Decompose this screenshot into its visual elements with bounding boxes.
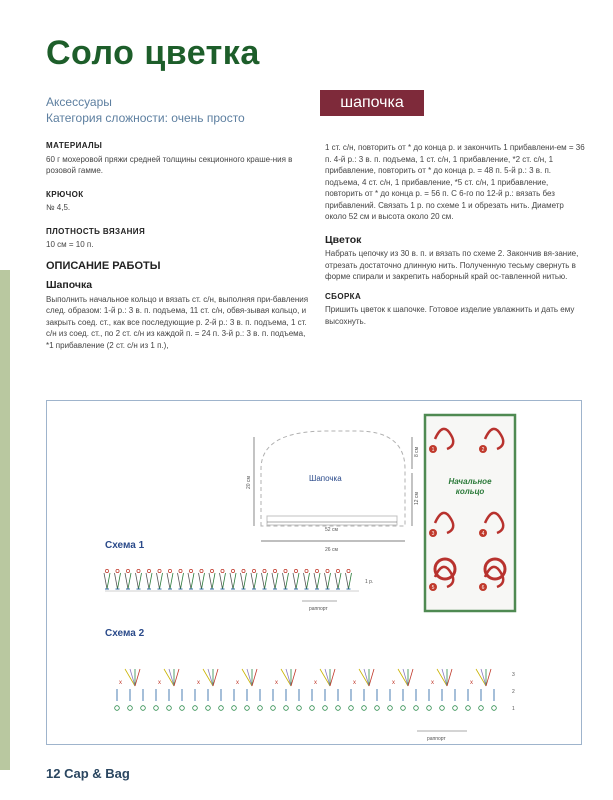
chain-circle	[180, 706, 185, 711]
rapport-label-1: раппорт	[309, 606, 328, 612]
stitch-symbol	[115, 573, 118, 589]
chain-symbol	[263, 569, 266, 572]
fan-stitch	[476, 669, 486, 686]
materials-heading: МАТЕРИАЛЫ	[46, 141, 103, 150]
stitch-symbol	[296, 573, 299, 589]
chain-symbol	[105, 569, 108, 572]
fan-stitch	[281, 669, 291, 686]
stitch-symbol	[149, 573, 152, 589]
stitch-symbol	[178, 573, 181, 589]
row2-label: 2	[512, 689, 515, 695]
chain-circle	[245, 706, 250, 711]
chain-circle	[414, 706, 419, 711]
stitch-symbol	[304, 573, 307, 589]
chain-symbol	[242, 569, 245, 572]
chain-circle	[232, 706, 237, 711]
slip-mark: x	[197, 680, 200, 686]
stitch-symbol	[128, 573, 131, 589]
fan-stitch	[442, 669, 447, 686]
page-number: 12	[46, 766, 61, 781]
stitch-symbol	[139, 573, 142, 589]
fan-stitch	[359, 669, 369, 686]
chain-circle	[310, 706, 315, 711]
dim-width-bottom: 26 см	[325, 547, 338, 553]
fan-stitch	[398, 669, 408, 686]
stitch-symbol	[160, 573, 163, 589]
assembly-text: Пришить цветок к шапочке. Готовое изделие увлажнить и дать ему высохнуть.	[325, 305, 575, 326]
chain-circle	[258, 706, 263, 711]
stitch-symbol	[199, 573, 202, 589]
chain-circle	[193, 706, 198, 711]
hat-text-continued: 1 ст. с/н, повторить от * до конца р. и закончить 1 прибавлени-ем = 36 п. 4-й р.: 3 в. п. подъема, 1 ст. с/н, 1 прибавление, *2 ст. с/н, 1 прибавление, повторить от * до конца р. = 48 п. 5-й р.: 3 в. п. подъема, 4 ст. с/н, 1 прибавление, *5 ст. с/н, 1 прибавление, повторить от * до конца р. = 56 п. С 6-го по 12-й р.: вязать без прибавлений. Связать 1 р. по схеме 1 и обрезать нить. Диаметр около 52 см и высота около 20 см.	[325, 143, 585, 221]
fan-stitch	[291, 669, 296, 686]
scheme2-label: Схема 2	[105, 628, 145, 639]
stitch-symbol	[104, 573, 107, 589]
dim-width-top: 52 см	[325, 527, 338, 533]
chain-symbol	[147, 569, 150, 572]
side-decor-strip	[0, 270, 10, 770]
stitch-symbol	[254, 573, 257, 589]
stitch-symbol	[265, 573, 268, 589]
slip-mark: x	[353, 680, 356, 686]
chain-symbol	[137, 569, 140, 572]
fan-stitch	[481, 669, 486, 686]
chain-circle	[141, 706, 146, 711]
chain-circle	[349, 706, 354, 711]
stitch-symbol	[209, 573, 212, 589]
hat-label: Шапочка	[309, 474, 342, 483]
stitch-symbol	[202, 573, 205, 589]
fan-stitch	[403, 669, 408, 686]
diagram-svg	[47, 401, 581, 744]
stitch-symbol	[118, 573, 121, 589]
row1-label-s2: 1	[512, 706, 515, 712]
slip-mark: x	[392, 680, 395, 686]
chain-symbol	[158, 569, 161, 572]
row3-label: 3	[512, 672, 515, 678]
chain-circle	[167, 706, 172, 711]
chain-symbol	[315, 569, 318, 572]
chain-circle	[479, 706, 484, 711]
fan-stitch	[169, 669, 174, 686]
chain-symbol	[210, 569, 213, 572]
stitch-symbol	[314, 573, 317, 589]
chain-circle	[375, 706, 380, 711]
stitch-symbol	[191, 573, 194, 589]
chain-symbol	[336, 569, 339, 572]
stitch-symbol	[136, 573, 139, 589]
step-number: 2	[481, 447, 485, 453]
hook-text: № 4,5.	[46, 203, 71, 212]
dim-height: 20 см	[246, 476, 252, 489]
hat-heading: Шапочка	[46, 279, 93, 291]
slip-mark: x	[275, 680, 278, 686]
fan-stitch	[213, 669, 218, 686]
chain-circle	[492, 706, 497, 711]
stitch-symbol	[188, 573, 191, 589]
left-column	[46, 140, 311, 353]
stitch-symbol	[125, 573, 128, 589]
chain-symbol	[284, 569, 287, 572]
chain-circle	[440, 706, 445, 711]
fan-stitch	[437, 669, 447, 686]
stitch-symbol	[293, 573, 296, 589]
category-line: Аксессуары	[46, 95, 112, 109]
fan-stitch	[252, 669, 257, 686]
stitch-symbol	[346, 573, 349, 589]
stitch-symbol	[223, 573, 226, 589]
slip-mark: x	[431, 680, 434, 686]
stitch-symbol	[262, 573, 265, 589]
fan-stitch	[135, 669, 140, 686]
fan-stitch	[242, 669, 252, 686]
hook-heading: КРЮЧОК	[46, 189, 84, 199]
page-title: Соло цветка	[46, 34, 260, 72]
chain-circle	[297, 706, 302, 711]
fan-stitch	[447, 669, 452, 686]
chain-circle	[401, 706, 406, 711]
stitch-symbol	[107, 573, 110, 589]
materials-text: 60 г мохеровой пряжи средней толщины секционного краше-ния в розовой гамме.	[46, 154, 293, 175]
step-number: 4	[481, 531, 485, 537]
fan-stitch	[174, 669, 179, 686]
chain-symbol	[168, 569, 171, 572]
assembly-heading: СБОРКА	[325, 291, 362, 301]
diagram-panel	[46, 400, 582, 745]
chain-symbol	[221, 569, 224, 572]
scheme1-label: Схема 1	[105, 540, 145, 551]
ring-title-line2: кольцо	[455, 487, 485, 496]
flower-heading: Цветок	[325, 233, 362, 246]
stitch-symbol	[233, 573, 236, 589]
stitch-symbol	[181, 573, 184, 589]
slip-mark: x	[119, 680, 122, 686]
stitch-symbol	[286, 573, 289, 589]
right-column	[325, 140, 587, 329]
stitch-symbol	[167, 573, 170, 589]
stitch-symbol	[251, 573, 254, 589]
step-number: 1	[431, 447, 435, 453]
category-block	[46, 94, 245, 126]
stitch-symbol	[170, 573, 173, 589]
chain-circle	[388, 706, 393, 711]
chain-symbol	[126, 569, 129, 572]
stitch-symbol	[317, 573, 320, 589]
rapport-label-2: раппорт	[427, 736, 446, 742]
difficulty-line: Категория сложности: очень просто	[46, 111, 245, 125]
stitch-symbol	[325, 573, 328, 589]
chain-symbol	[200, 569, 203, 572]
stitch-symbol	[328, 573, 331, 589]
stitch-symbol	[230, 573, 233, 589]
fan-stitch	[408, 669, 413, 686]
page-footer	[46, 766, 130, 781]
fan-stitch	[364, 669, 369, 686]
stitch-symbol	[244, 573, 247, 589]
hat-pattern	[246, 431, 420, 553]
chain-circle	[115, 706, 120, 711]
step-number: 6	[481, 585, 485, 591]
row1-label: 1 р.	[365, 579, 374, 585]
fan-stitch	[286, 669, 291, 686]
chain-symbol	[231, 569, 234, 572]
stitch-symbol	[307, 573, 310, 589]
stitch-symbol	[146, 573, 149, 589]
step-number: 5	[431, 585, 435, 591]
step-number: 3	[431, 531, 435, 537]
magazine-name: Cap & Bag	[64, 766, 130, 781]
stitch-symbol	[212, 573, 215, 589]
chain-symbol	[305, 569, 308, 572]
fan-stitch	[369, 669, 374, 686]
fan-stitch	[486, 669, 491, 686]
stitch-symbol	[349, 573, 352, 589]
chain-symbol	[116, 569, 119, 572]
gauge-text: 10 см = 10 п.	[46, 240, 94, 249]
dim-right-top: 8 см	[414, 446, 420, 457]
chain-symbol	[252, 569, 255, 572]
chain-symbol	[273, 569, 276, 572]
stitch-symbol	[157, 573, 160, 589]
chain-circle	[154, 706, 159, 711]
section-badge: шапочка	[320, 90, 424, 116]
slip-mark: x	[158, 680, 161, 686]
chain-circle	[284, 706, 289, 711]
chain-circle	[323, 706, 328, 711]
slip-mark: x	[236, 680, 239, 686]
fan-stitch	[325, 669, 330, 686]
scheme1-chart	[104, 569, 359, 591]
slip-mark: x	[470, 680, 473, 686]
chain-circle	[466, 706, 471, 711]
ring-title-line1: Начальное	[448, 477, 492, 486]
stitch-symbol	[338, 573, 341, 589]
flower-text: Набрать цепочку из 30 в. п. и вязать по схеме 2. Закончив вя-зание, отрезать достаточно длинную нить. Полученную тесьму свернуть в форме спирали и закрепить наборный край ос-тавленной нитью.	[325, 249, 579, 281]
fan-stitch	[164, 669, 174, 686]
fan-stitch	[247, 669, 252, 686]
chain-circle	[206, 706, 211, 711]
slip-mark: x	[314, 680, 317, 686]
chain-symbol	[294, 569, 297, 572]
chain-symbol	[347, 569, 350, 572]
stitch-symbol	[241, 573, 244, 589]
stitch-symbol	[283, 573, 286, 589]
stitch-symbol	[335, 573, 338, 589]
chain-symbol	[189, 569, 192, 572]
magic-ring-panel	[425, 415, 515, 611]
gauge-heading: ПЛОТНОСТЬ ВЯЗАНИЯ	[46, 226, 146, 236]
fan-stitch	[203, 669, 213, 686]
chain-circle	[453, 706, 458, 711]
fan-stitch	[208, 669, 213, 686]
dim-right-bottom: 12 см	[414, 492, 420, 505]
stitch-symbol	[220, 573, 223, 589]
stitch-symbol	[275, 573, 278, 589]
chain-circle	[336, 706, 341, 711]
fan-stitch	[130, 669, 135, 686]
chain-circle	[362, 706, 367, 711]
chain-circle	[427, 706, 432, 711]
chain-circle	[219, 706, 224, 711]
fan-stitch	[320, 669, 330, 686]
chain-symbol	[179, 569, 182, 572]
description-heading: ОПИСАНИЕ РАБОТЫ	[46, 259, 161, 272]
fan-stitch	[330, 669, 335, 686]
fan-stitch	[125, 669, 135, 686]
scheme2-chart	[115, 669, 497, 710]
chain-symbol	[326, 569, 329, 572]
chain-circle	[271, 706, 276, 711]
chain-circle	[128, 706, 133, 711]
stitch-symbol	[272, 573, 275, 589]
hat-text: Выполнить начальное кольцо и вязать ст. с/н, выполняя при-бавления след. образом: 1-й р.: 3 в. п. подъема, 11 ст. с/н, обвя-зывая кольцо, и закрыть соед. ст., как все последующие р. 2-й р.: 3 в. п. подъема, 1 ст. с/н из соед. ст., по 2 ст. с/н из каждой п. = 24 п. 3-й р.: 3 в. п. подъема, *1 прибавление (2 ст. с/н из 1 п.),	[46, 294, 309, 350]
